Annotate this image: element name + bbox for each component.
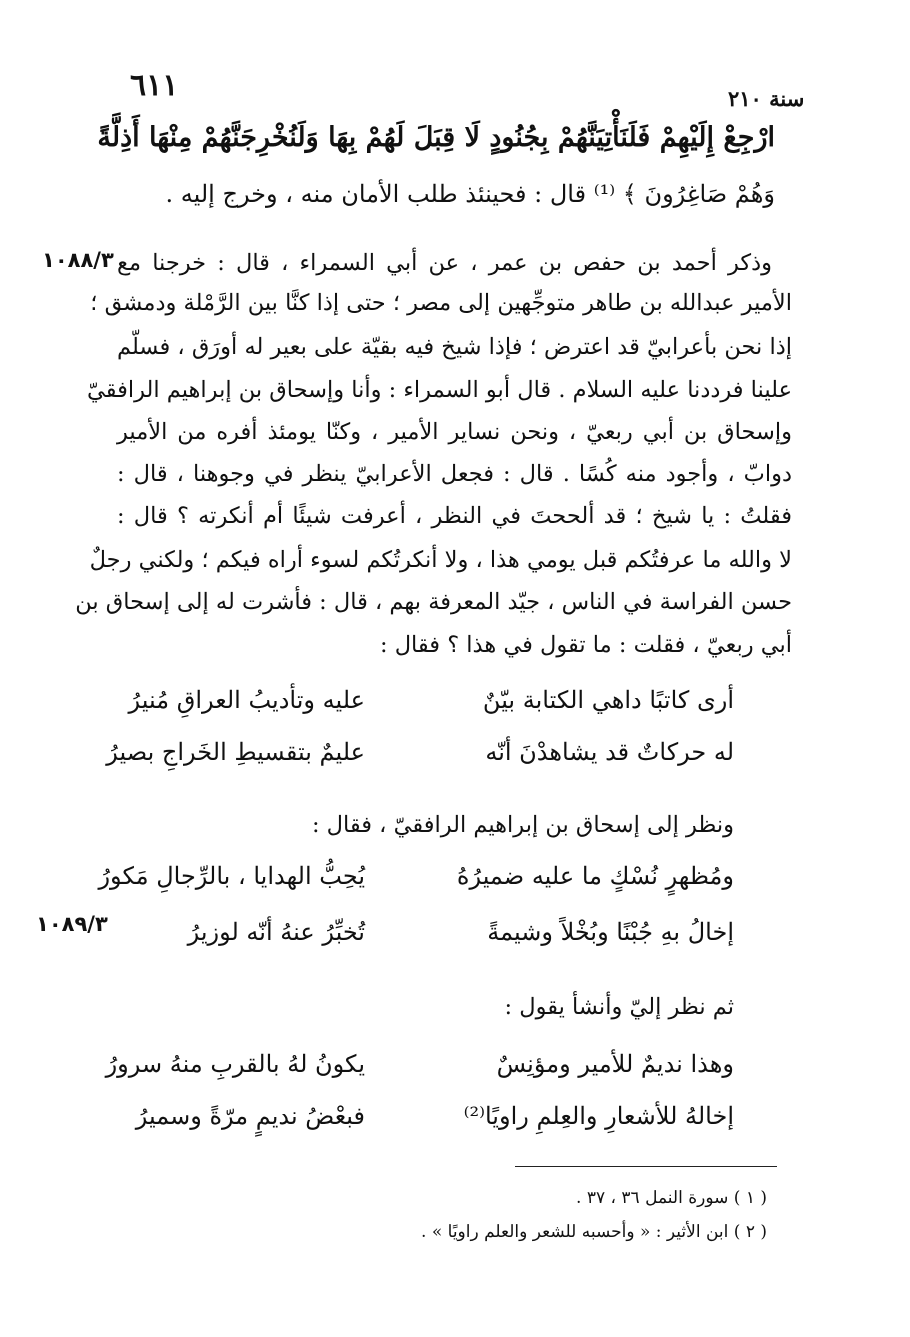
footnote: ( ٢ ) ابن الأثير : « وأحسبه للشعر والعلم راويًا » .: [421, 1222, 767, 1242]
page-number: ٦١١: [130, 68, 179, 103]
prose-line: وذكر أحمد بن حفص بن عمر ، عن أبي السمراء ، قال : خرجنا مع: [117, 250, 772, 276]
poem-hemistich-first: إخالُ بهِ جُبْنًا وبُخْلاً وشيمةً: [487, 918, 734, 946]
poem-hemistich-first: إخالهُ للأشعارِ والعِلمِ راويًا⁽²⁾: [463, 1102, 734, 1130]
poem-hemistich-first: له حركاتٌ قد يشاهدْنَ أنّه: [485, 738, 734, 766]
poem-hemistich-second: يُحِبُّ الهدايا ، بالرِّجالِ مَكورُ: [98, 862, 365, 890]
prose-line: الأمير عبدالله بن طاهر متوجِّهين إلى مصر ؛ حتى إذا كنَّا بين الرَّمْلة ودمشق ؛: [90, 290, 792, 316]
poem-hemistich-first: أرى كاتبًا داهي الكتابة بيّنٌ: [482, 686, 734, 714]
poem-hemistich-second: تُخبِّرُ عنهُ أنّه لوزيرُ: [187, 918, 365, 946]
footnote-divider: [515, 1166, 777, 1167]
poem-introduction: ثم نظر إليّ وأنشأ يقول :: [504, 994, 734, 1020]
running-head: سنة ٢١٠: [728, 86, 805, 111]
prose-line: دوابّ ، وأجود منه كُسًا . قال : فجعل الأعرابيّ ينظر في وجوهنا ، قال :: [117, 461, 792, 487]
poem-hemistich-second: يكونُ لهُ بالقربِ منهُ سرورُ: [105, 1050, 365, 1078]
margin-reference: ١٠٨٨/٣: [42, 248, 114, 272]
prose-line: إذا نحن بأعرابيّ قد اعترض ؛ فإذا شيخ فيه بقيّة على بعير له أورَق ، فسلّم: [117, 334, 792, 360]
margin-reference: ١٠٨٩/٣: [36, 912, 108, 936]
poem-introduction: ونظر إلى إسحاق بن إبراهيم الرافقيّ ، فقال :: [311, 812, 734, 838]
quran-verse-line-2: وَهُمْ صَاغِرُونَ ﴾ ⁽¹⁾ قال : فحينئذ طلب الأمان منه ، وخرج إليه .: [165, 180, 775, 208]
prose-line: أبي ربعيّ ، فقلت : ما تقول في هذا ؟ فقال :: [379, 632, 792, 658]
quran-verse-line-1: ارْجِعْ إِلَيْهِمْ فَلَنَأْتِيَنَّهُمْ بِجُنُودٍ لَا قِبَلَ لَهُمْ بِهَا وَلَنُخْرِجَنَّهُمْ مِنْهَا أَذِلَّةً: [97, 122, 775, 153]
poem-hemistich-first: وهذا نديمٌ للأمير ومؤنِسٌ: [496, 1050, 734, 1078]
prose-line: حسن الفراسة في الناس ، جيّد المعرفة بهم ، قال : فأشرت له إلى إسحاق بن: [75, 589, 792, 615]
prose-line: وإسحاق بن أبي ربعيّ ، ونحن نساير الأمير ، وكنّا يومئذ أفره من الأمير: [117, 419, 792, 445]
footnote: ( ١ ) سورة النمل ٣٦ ، ٣٧ .: [576, 1188, 767, 1208]
prose-line: علينا فرددنا عليه السلام . قال أبو السمراء : وأنا وإسحاق بن إبراهيم الرافقيّ: [86, 377, 792, 403]
prose-line: فقلتُ : يا شيخ ؛ قد ألححتَ في النظر ، أعرفت شيئًا أم أنكرته ؟ قال :: [117, 503, 792, 529]
poem-hemistich-second: عليه وتأديبُ العراقِ مُنيرُ: [128, 686, 365, 714]
poem-hemistich-first: ومُظهرٍ نُسْكٍ ما عليه ضميرُهُ: [456, 862, 734, 890]
poem-hemistich-second: عليمٌ بتقسيطِ الخَراجِ بصيرُ: [106, 738, 365, 766]
prose-line: لا والله ما عرفتُكم قبل يومي هذا ، ولا أنكرتُكم لسوء أراه فيكم ؛ ولكني رجلٌ: [89, 547, 792, 573]
poem-hemistich-second: فبعْضُ نديمٍ مرّةً وسميرُ: [135, 1102, 365, 1130]
